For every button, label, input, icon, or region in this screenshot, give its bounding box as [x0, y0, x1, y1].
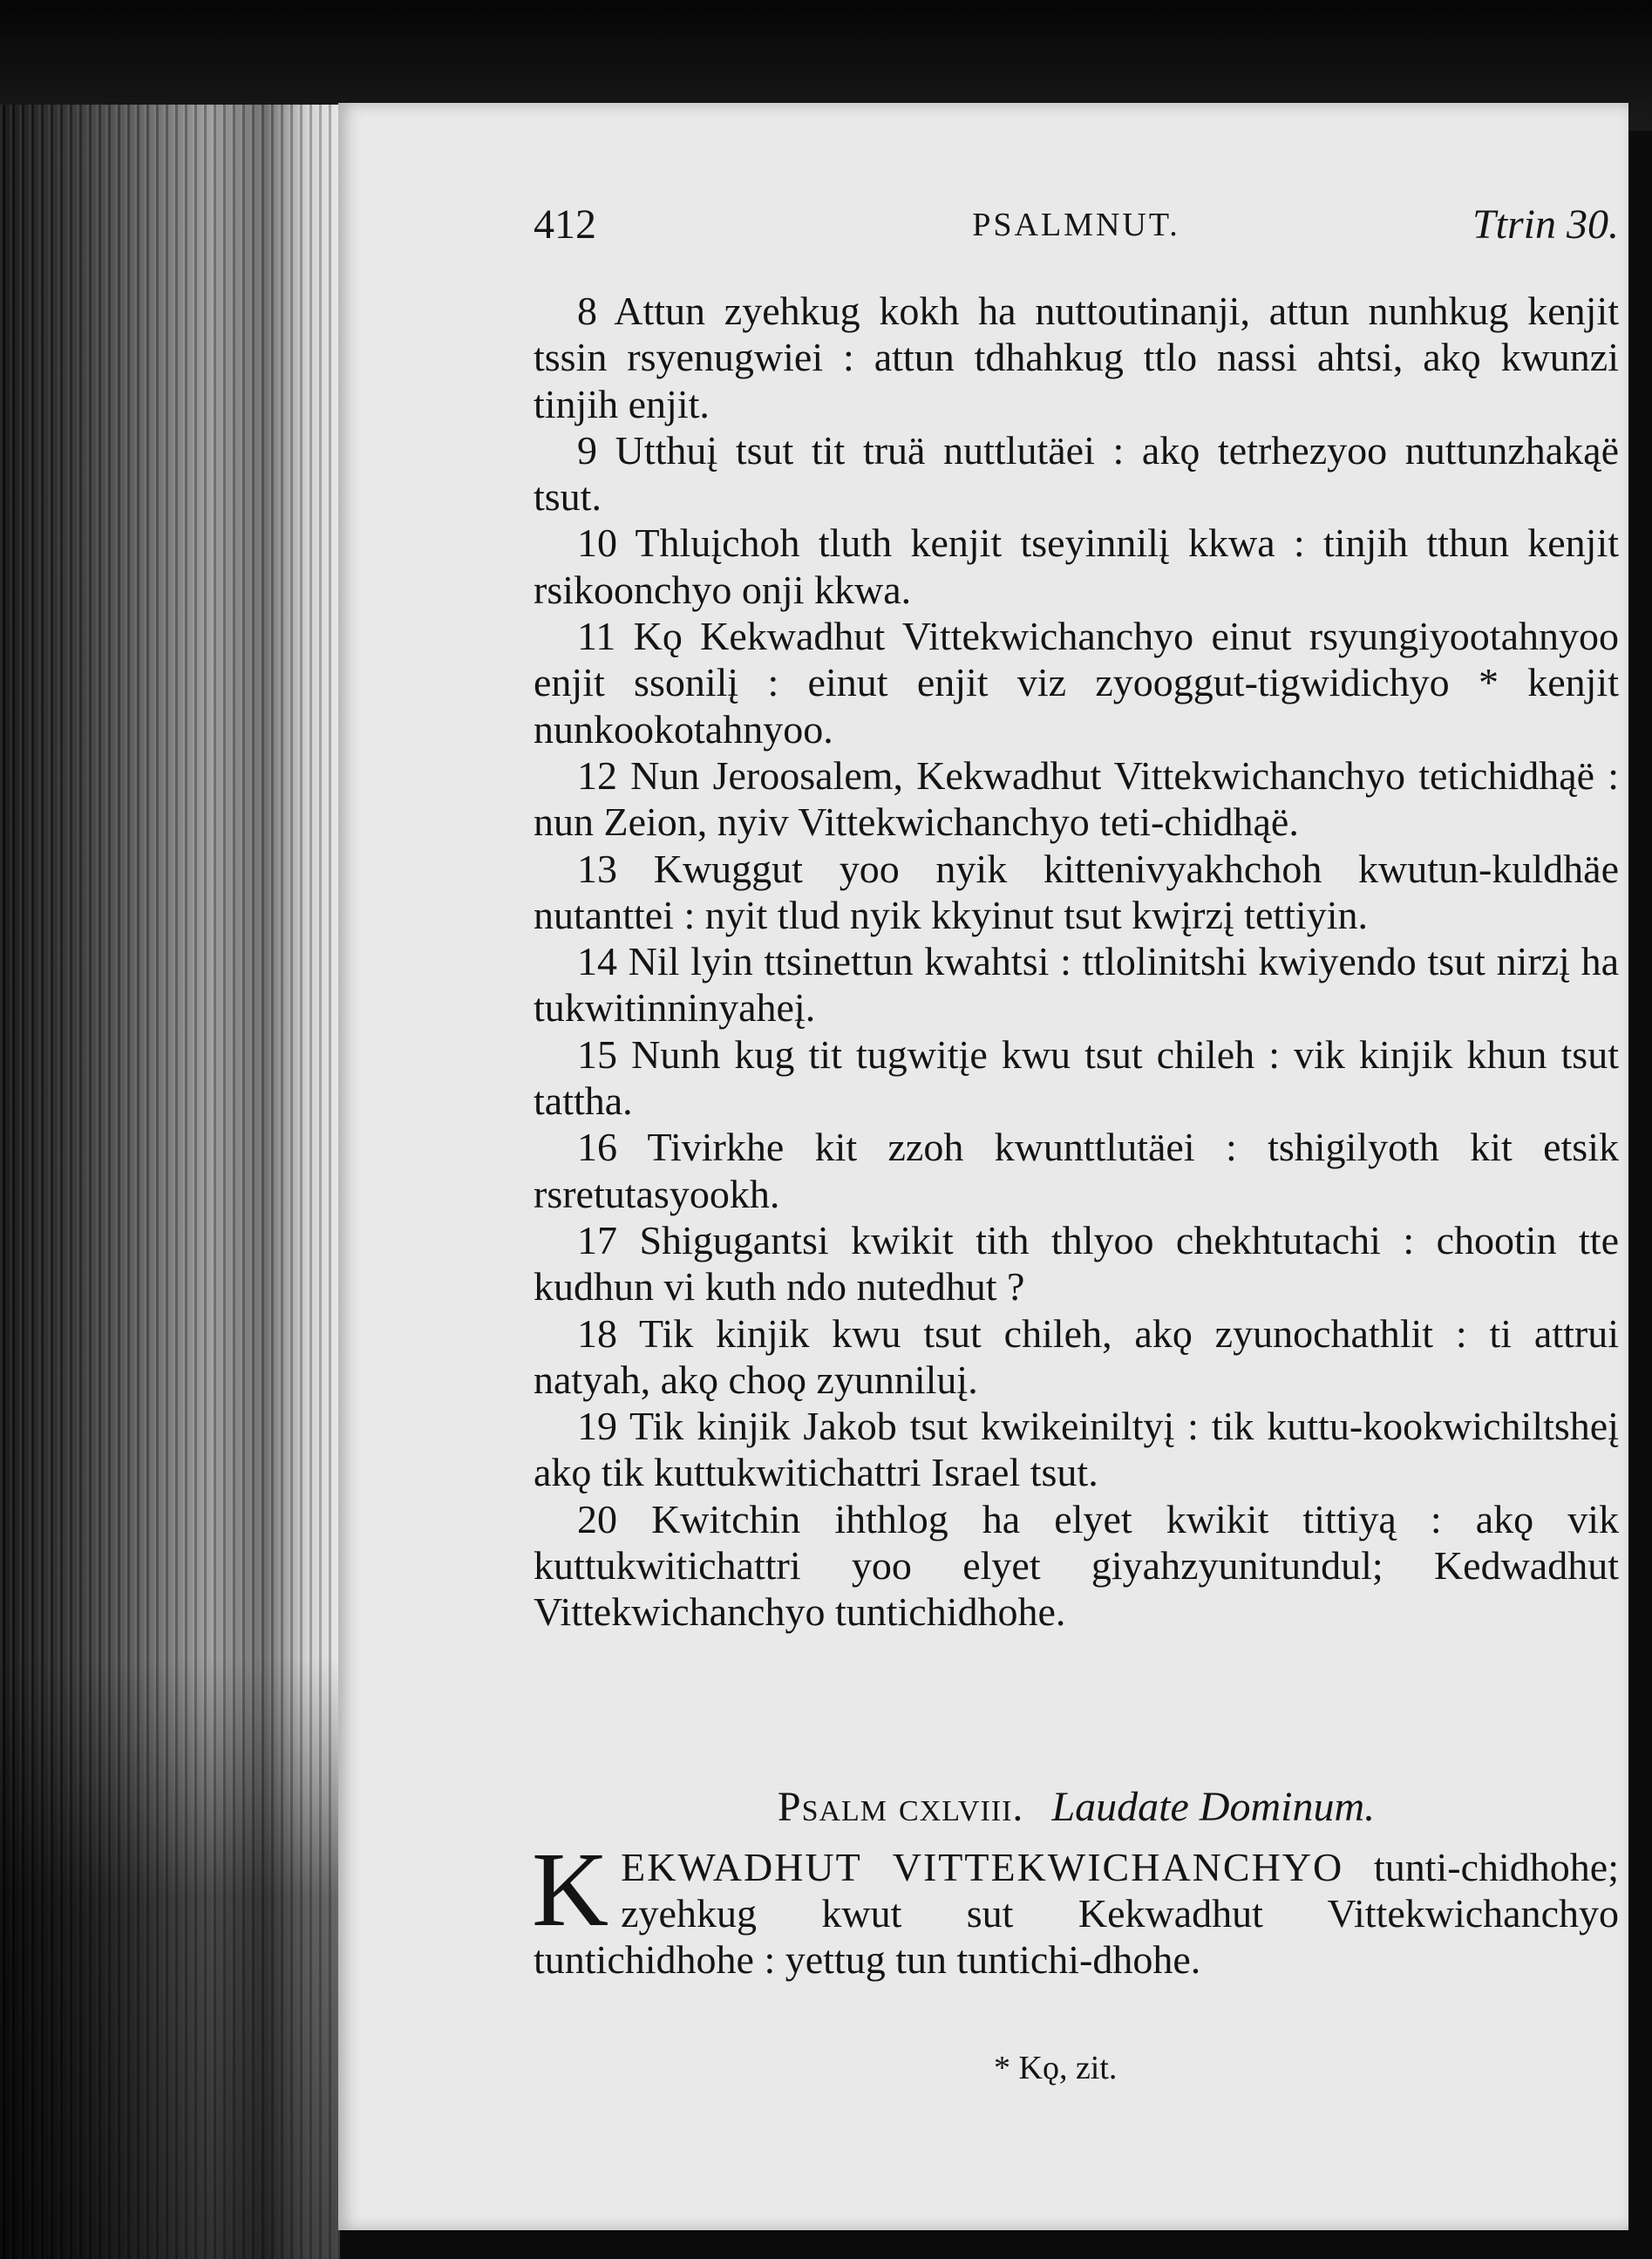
verse-18: 18 Tik kinjik kwu tsut chileh, akǫ zyunochathlit : ti attrui natyah, akǫ choǫ zyunniluį. [534, 1310, 1619, 1402]
verse-16: 16 Tivirkhe kit zzoh kwunttlutäei : tshigilyoth kit etsik rsretutasyookh. [534, 1125, 1619, 1216]
opening-caps: EKWADHUT VITTEKWICHANCHYO [621, 1845, 1344, 1889]
page-number: 412 [534, 201, 596, 248]
verse-11: 11 Kǫ Kekwadhut Vittekwichanchyo einut rsyungiyootahnyoo enjit ssonilį : einut enjit viz zyooggut-tigwidichyo * kenjit nunkookotahnyoo. [534, 614, 1619, 752]
verse-19: 19 Tik kinjik Jakob tsut kwikeiniltyį : tik kuttu-kookwichiltsheį akǫ tik kuttukwitichattri Israel tsut. [534, 1404, 1619, 1495]
running-header [534, 201, 1619, 253]
footnote: * Kǫ, zit. [994, 2050, 1118, 2086]
verse-14: 14 Nil lyin ttsinettun kwahtsi : ttlolinitshi kwiyendo tsut nirzį ha tukwitinninyaheį. [534, 939, 1619, 1031]
verse-20: 20 Kwitchin ihthlog ha elyet kwikit tittiyą : akǫ vik kuttukwitichattri yoo elyet giyahzyunitundul; Kedwadhut Vittekwichanchyo tuntichidhohe. [534, 1496, 1619, 1635]
verse-8: 8 Attun zyehkug kokh ha nuttoutinanji, attun nunhkug kenjit tssin rsyenugwiei : attun tdhahkug ttlo nassi ahtsi, akǫ kwunzi tinjih enjit. [534, 289, 1619, 426]
psalm-number: Psalm cxlviii. [777, 1784, 1024, 1830]
psalm-opening [532, 1831, 1619, 1983]
verse-13: 13 Kwuggut yoo nyik kittenivyakhchoh kwutun-kuldhäe nutanttei : nyit tlud nyik kkyinut tsut kwįrzį tettiyin. [534, 846, 1619, 937]
psalm-latin-title: Laudate Dominum. [1051, 1784, 1376, 1830]
drop-cap: K [532, 1831, 609, 1949]
verse-9: 9 Utthuį tsut tit truä nuttlutäei : akǫ tetrhezyoo nuttunzhakąë tsut. [534, 427, 1619, 520]
verse-10: 10 Thluįchoh tluth kenjit tseyinnilį kkwa : tinjih tthun kenjit rsikoonchyo onji kkwa. [534, 521, 1619, 612]
verse-15: 15 Nunh kug tit tugwitįe kwu tsut chileh : vik kinjik khun tsut tattha. [534, 1031, 1619, 1124]
day-label: Ttrin 30. [1472, 201, 1619, 248]
psalm-heading [534, 1783, 1619, 1831]
verse-12: 12 Nun Jeroosalem, Kekwadhut Vittekwichanchyo tetichidhąë : nun Zeion, nyiv Vittekwichanchyo teti-chidhąë. [534, 752, 1619, 845]
psalm-verses [534, 288, 1619, 1636]
verse-17: 17 Shigugantsi kwikit tith thlyoo chekhtutachi : chootin tte kudhun vi kuth ndo nutedhut ? [534, 1217, 1619, 1310]
running-title: PSALMNUT. [972, 207, 1180, 243]
opening-text: tunti-chidhohe; zyehkug kwut sut Kekwadhut Vittekwichanchyo tuntichidhohe : yettug tun tuntichi-dhohe. [534, 1845, 1619, 1982]
gutter-shadow [0, 1657, 340, 2259]
